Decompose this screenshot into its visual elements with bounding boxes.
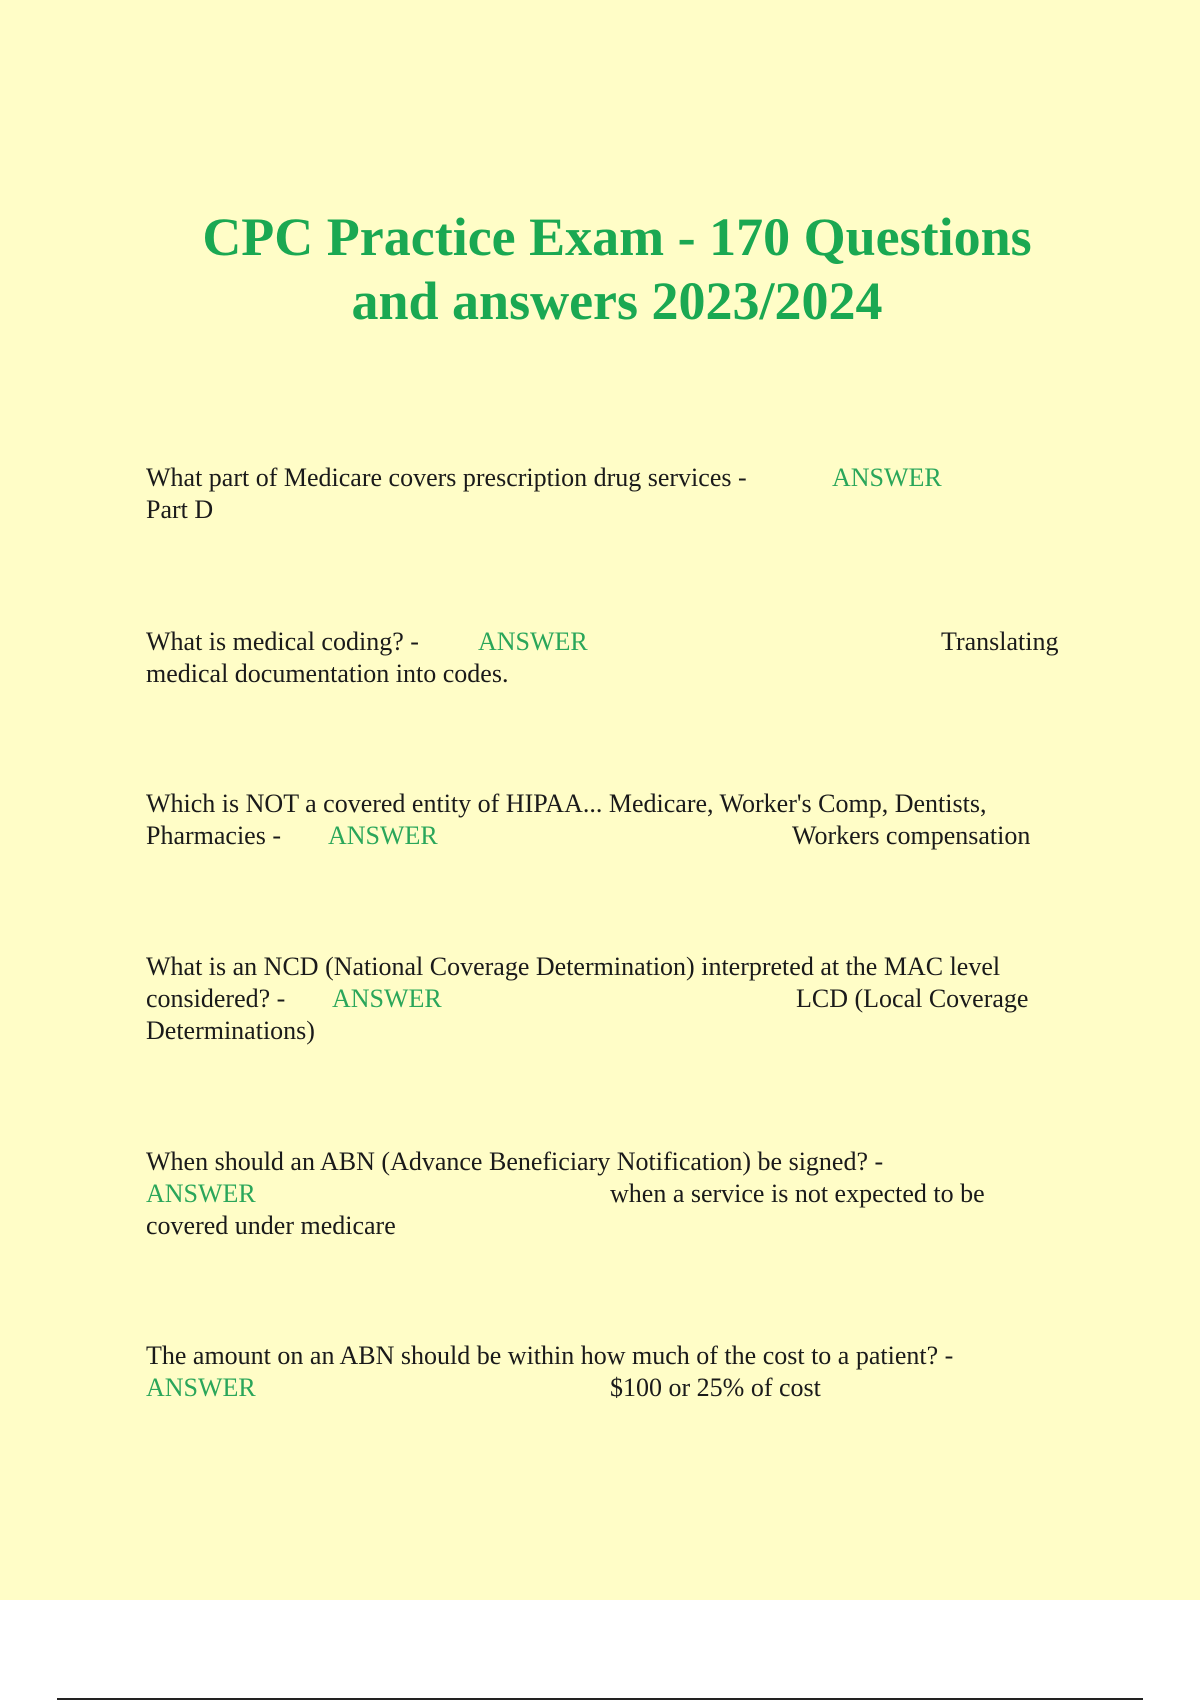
answer-label: ANSWER	[332, 984, 442, 1013]
answer-text: LCD (Local Coverage	[796, 984, 1029, 1013]
question-text: The amount on an ABN should be within how much of the cost to a patient? -	[146, 1341, 954, 1370]
page-title	[0, 205, 1200, 333]
answer-text: when a service is not expected to be	[610, 1179, 985, 1208]
answer-label: ANSWER	[832, 463, 942, 492]
question-text: What is medical coding? -	[146, 627, 419, 656]
question-text: Pharmacies -	[146, 821, 282, 850]
answer-text: Part D	[146, 495, 214, 524]
qa-item-4	[146, 951, 1074, 1047]
answer-text: Workers compensation	[792, 821, 1031, 850]
answer-label: ANSWER	[146, 1179, 256, 1208]
answer-label: ANSWER	[478, 627, 588, 656]
question-text: What is an NCD (National Coverage Determination) interpreted at the MAC level	[146, 952, 1001, 981]
answer-text: Translating	[941, 627, 1059, 656]
question-text: considered? -	[146, 984, 286, 1013]
answer-text: $100 or 25% of cost	[610, 1373, 821, 1402]
title-line-1: CPC Practice Exam - 170 Questions	[202, 207, 1032, 267]
answer-label: ANSWER	[328, 821, 438, 850]
title-line-2: and answers 2023/2024	[351, 271, 883, 331]
qa-item-6	[146, 1340, 1074, 1404]
qa-item-2	[146, 626, 1074, 690]
qa-item-3	[146, 788, 1074, 852]
answer-text: medical documentation into codes.	[146, 659, 509, 688]
qa-item-1	[146, 462, 1074, 526]
question-text: What part of Medicare covers prescription drug services -	[146, 463, 747, 492]
answer-label: ANSWER	[146, 1373, 256, 1402]
answer-text: covered under medicare	[146, 1211, 396, 1240]
qa-item-5	[146, 1146, 1074, 1242]
answer-text: Determinations)	[146, 1016, 315, 1045]
question-text: When should an ABN (Advance Beneficiary Notification) be signed? -	[146, 1147, 884, 1176]
question-text: Which is NOT a covered entity of HIPAA... Medicare, Worker's Comp, Dentists,	[146, 789, 987, 818]
